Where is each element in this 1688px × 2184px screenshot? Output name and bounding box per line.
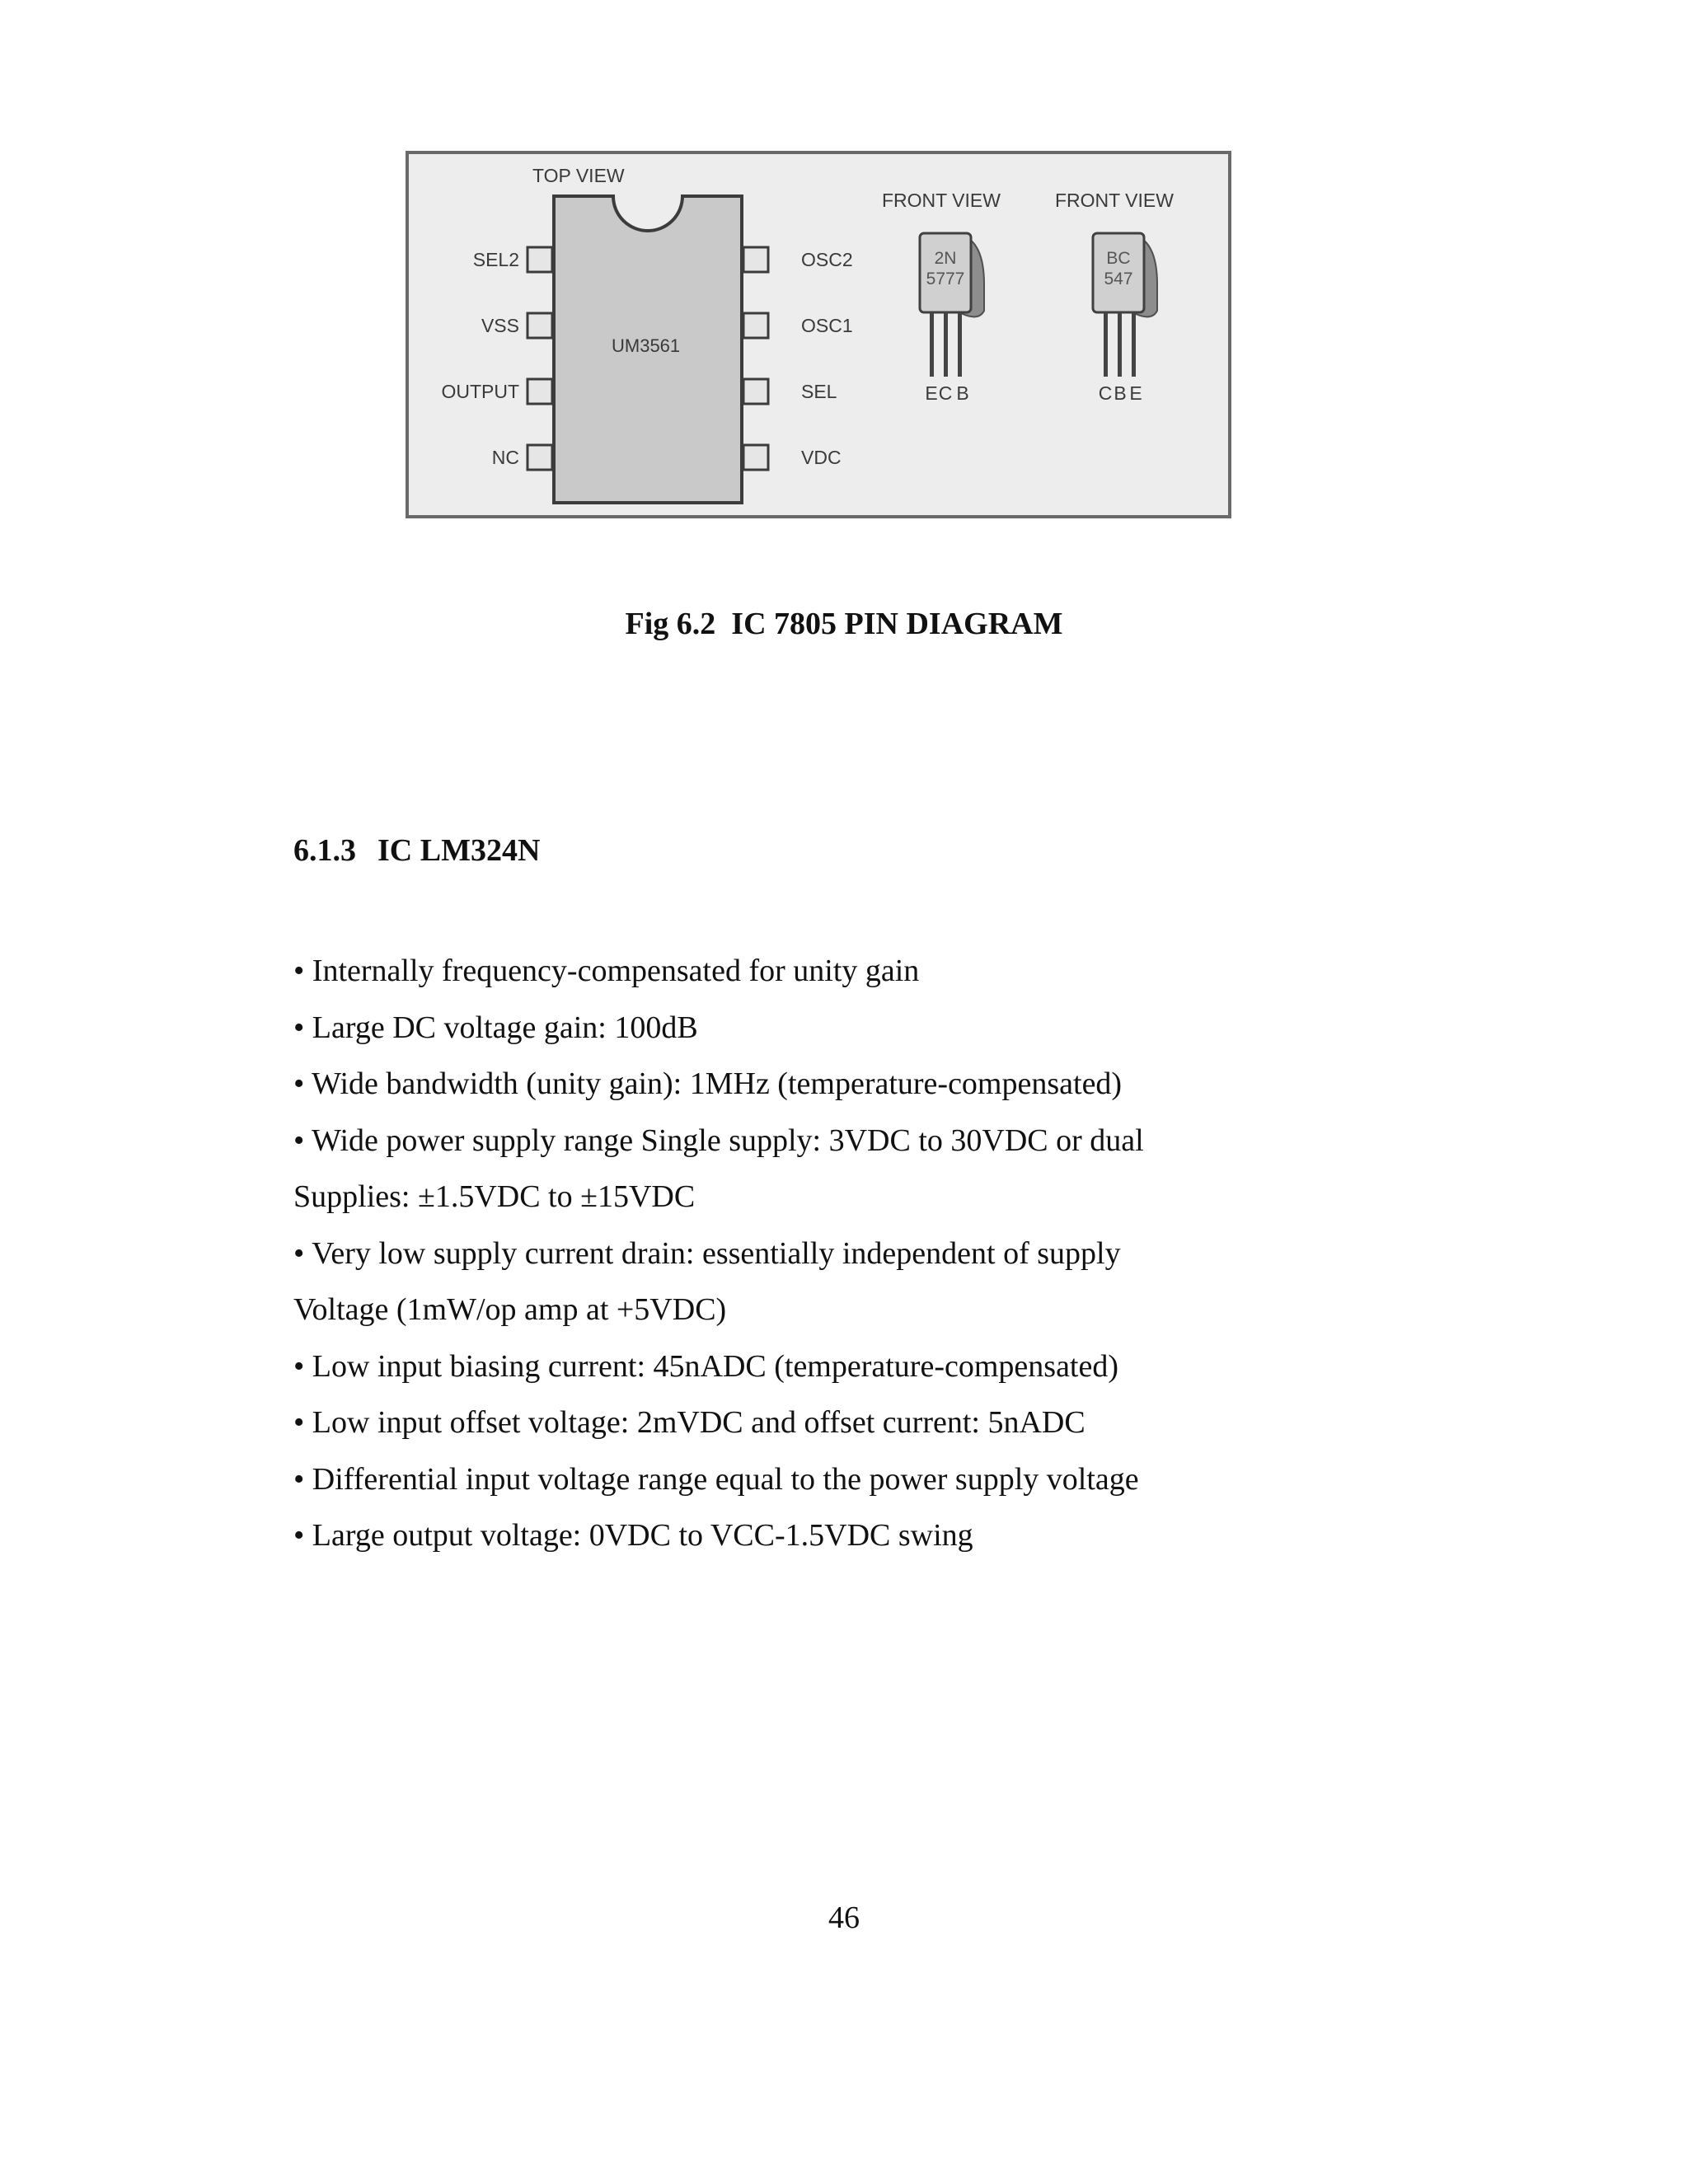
transistor-1-view-label: FRONT VIEW — [882, 190, 1001, 211]
feature-line: • Large output voltage: 0VDC to VCC-1.5VDC swing — [293, 1518, 973, 1553]
feature-line: • Internally frequency-compensated for unity gain — [293, 954, 920, 988]
feature-list — [293, 943, 1530, 1564]
transistor-2-marking-2: 547 — [1104, 269, 1133, 288]
right-pin-label-3: SEL — [801, 381, 837, 402]
left-pin-label-4: NC — [491, 447, 519, 468]
transistor-1-marking-2: 5777 — [926, 269, 965, 288]
transistor-2-view-label: FRONT VIEW — [1055, 190, 1174, 211]
left-pin-label-1: SEL2 — [472, 249, 519, 270]
right-pin-label-1: OSC2 — [801, 249, 853, 270]
figure-caption: Fig 6.2 IC 7805 PIN DIAGRAM — [625, 607, 1063, 641]
section-title: IC LM324N — [377, 833, 541, 868]
right-pin-3 — [743, 379, 768, 404]
right-pin-4 — [743, 445, 768, 470]
left-pin-label-3: OUTPUT — [441, 381, 519, 402]
pin-diagram-figure — [406, 151, 1231, 518]
right-pin-1 — [743, 247, 768, 272]
transistor-2-marking-1: BC — [1106, 249, 1131, 268]
left-pin-3 — [528, 379, 552, 404]
left-pin-2 — [528, 313, 552, 338]
transistor-1-marking-1: 2N — [934, 249, 957, 268]
transistor-1-lead-1 — [930, 312, 934, 377]
transistor-2-pin-2: B — [1114, 382, 1127, 404]
right-pin-2 — [743, 313, 768, 338]
section-heading — [293, 832, 540, 869]
transistor-2-lead-3 — [1132, 312, 1136, 377]
transistor-1-pin-3: B — [956, 382, 969, 404]
left-pin-4 — [528, 445, 552, 470]
transistor-1-lead-3 — [958, 312, 962, 377]
page-number: 46 — [828, 1900, 860, 1935]
right-pin-label-2: OSC1 — [801, 315, 853, 336]
feature-line: • Wide power supply range Single supply: 3VDC to 30VDC or dual — [293, 1122, 1144, 1158]
right-pin-label-4: VDC — [801, 447, 842, 468]
feature-line: • Low input offset voltage: 2mVDC and offset current: 5nADC — [293, 1405, 1085, 1440]
feature-line: • Very low supply current drain: essentially independent of supply — [293, 1235, 1121, 1271]
feature-line: • Wide bandwidth (unity gain): 1MHz (temperature-compensated) — [293, 1066, 1123, 1101]
feature-line: • Low input biasing current: 45nADC (temperature-compensated) — [293, 1348, 1119, 1384]
transistor-2-lead-1 — [1104, 312, 1108, 377]
feature-line: • Large DC voltage gain: 100dB — [293, 1010, 698, 1045]
transistor-2-pin-1: C — [1098, 382, 1113, 404]
feature-line: Voltage (1mW/op amp at +5VDC) — [293, 1292, 727, 1327]
transistor-2-pin-3: E — [1129, 382, 1142, 404]
left-pin-label-2: VSS — [481, 315, 519, 336]
section-number: 6.1.3 — [293, 833, 356, 868]
transistor-1-pin-2: C — [938, 382, 953, 404]
transistor-2-lead-2 — [1118, 312, 1122, 377]
feature-line: • Differential input voltage range equal to the power supply voltage — [293, 1461, 1139, 1497]
transistor-1-pin-1: E — [925, 382, 938, 404]
left-pin-1 — [528, 247, 552, 272]
top-view-label: TOP VIEW — [532, 165, 625, 186]
transistor-1-lead-2 — [944, 312, 948, 377]
pin-diagram-svg — [409, 154, 1228, 515]
chip-label: UM3561 — [612, 335, 681, 356]
feature-line: Supplies: ±1.5VDC to ±15VDC — [293, 1179, 696, 1214]
